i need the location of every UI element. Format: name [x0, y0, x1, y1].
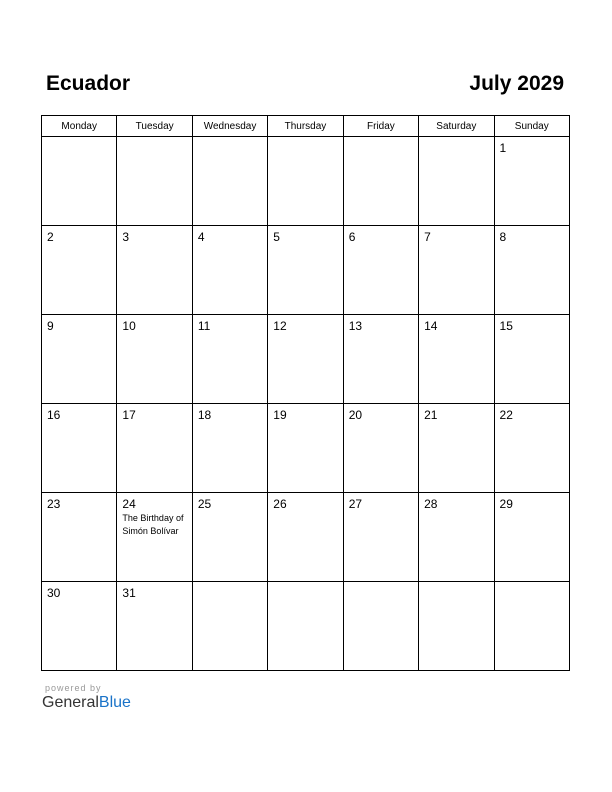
- day-number: 21: [424, 408, 438, 422]
- day-cell: [419, 137, 494, 226]
- day-cell: [419, 404, 494, 493]
- day-number: 10: [122, 319, 136, 333]
- day-cell: [268, 137, 343, 226]
- day-number: 12: [273, 319, 287, 333]
- weekday-header: Saturday: [419, 116, 494, 137]
- weekday-header: Tuesday: [117, 116, 192, 137]
- day-cell: [192, 404, 267, 493]
- day-number: 18: [197, 408, 212, 422]
- day-cell: [268, 226, 343, 315]
- day-cell: [494, 226, 569, 315]
- day-number: 3: [122, 230, 130, 244]
- day-cell: [192, 226, 267, 315]
- generalblue-logo: [42, 694, 131, 712]
- day-cell: [42, 137, 117, 226]
- week-row: [42, 493, 570, 582]
- day-cell: [268, 493, 343, 582]
- day-number: 11: [197, 319, 211, 333]
- day-number: 19: [273, 408, 287, 422]
- day-cell: [42, 315, 117, 404]
- day-cell: [494, 582, 569, 671]
- day-cell: [343, 404, 418, 493]
- day-number: [268, 137, 342, 141]
- day-cell: [192, 137, 267, 226]
- day-cell: [343, 137, 418, 226]
- day-cell: [494, 493, 569, 582]
- day-number: [42, 137, 116, 141]
- day-number: [193, 137, 267, 141]
- day-number: 27: [348, 497, 363, 511]
- day-number: 28: [424, 497, 438, 511]
- day-number: [419, 137, 493, 141]
- day-cell: [419, 582, 494, 671]
- day-number: 7: [424, 230, 431, 244]
- day-number: [268, 582, 342, 586]
- day-cell: [192, 493, 267, 582]
- week-row: [42, 137, 570, 226]
- week-row: [42, 582, 570, 671]
- day-cell: [117, 493, 192, 582]
- weekday-header: Thursday: [268, 116, 343, 137]
- day-cell: [42, 226, 117, 315]
- day-number: 25: [197, 497, 212, 511]
- day-number: 29: [499, 497, 513, 511]
- day-cell: [42, 493, 117, 582]
- day-cell: [343, 315, 418, 404]
- week-row: [42, 404, 570, 493]
- day-number: [344, 137, 418, 141]
- day-cell: [268, 582, 343, 671]
- day-cell: [117, 404, 192, 493]
- day-number: 22: [499, 408, 513, 422]
- day-number: [117, 137, 191, 141]
- day-number: 9: [47, 319, 54, 333]
- day-cell: [117, 226, 192, 315]
- country-title: Ecuador: [46, 72, 131, 95]
- day-number: 24: [122, 497, 136, 511]
- day-number: 2: [47, 230, 54, 244]
- weekday-header: Friday: [343, 116, 418, 137]
- calendar-grid: [41, 115, 570, 671]
- brand-blue: Blue: [98, 694, 131, 711]
- day-number: 23: [47, 497, 61, 511]
- weekday-header-row: [42, 116, 570, 137]
- day-number: 20: [348, 408, 363, 422]
- day-number: 5: [273, 230, 280, 244]
- day-cell: [42, 404, 117, 493]
- day-number: 30: [47, 586, 61, 600]
- month-year-title: July 2029: [469, 72, 564, 95]
- day-cell: [192, 582, 267, 671]
- day-number: 31: [122, 586, 136, 600]
- day-cell: [419, 315, 494, 404]
- day-number: 1: [499, 141, 507, 155]
- day-cell: [494, 404, 569, 493]
- brand-general: General: [42, 694, 99, 711]
- day-number: 13: [348, 319, 363, 333]
- day-cell: [268, 404, 343, 493]
- weekday-header: Wednesday: [192, 116, 267, 137]
- day-number: [193, 582, 267, 586]
- calendar-body: [42, 137, 570, 671]
- day-cell: [192, 315, 267, 404]
- day-number: [495, 582, 569, 586]
- day-cell: [419, 493, 494, 582]
- day-cell: [42, 582, 117, 671]
- day-number: 16: [47, 408, 61, 422]
- day-cell: [117, 137, 192, 226]
- day-number: 15: [499, 319, 513, 333]
- day-number: 26: [273, 497, 287, 511]
- day-number: 4: [197, 230, 205, 244]
- day-cell: [117, 582, 192, 671]
- day-number: 17: [122, 408, 136, 422]
- day-number: 6: [348, 230, 356, 244]
- day-number: [344, 582, 418, 586]
- day-number: 8: [499, 230, 507, 244]
- day-number: [419, 582, 493, 586]
- day-number: 14: [424, 319, 438, 333]
- weekday-header: Monday: [42, 116, 117, 137]
- holiday-label: The Birthday of Simón Bolívar: [122, 513, 184, 536]
- day-cell: [117, 315, 192, 404]
- week-row: [42, 315, 570, 404]
- day-cell: [343, 493, 418, 582]
- day-cell: [268, 315, 343, 404]
- day-cell: [343, 226, 418, 315]
- day-cell: [494, 137, 569, 226]
- day-cell: [343, 582, 418, 671]
- weekday-header: Sunday: [494, 116, 569, 137]
- week-row: [42, 226, 570, 315]
- day-cell: [494, 315, 569, 404]
- day-cell: [419, 226, 494, 315]
- powered-by-text: powered by: [45, 683, 102, 693]
